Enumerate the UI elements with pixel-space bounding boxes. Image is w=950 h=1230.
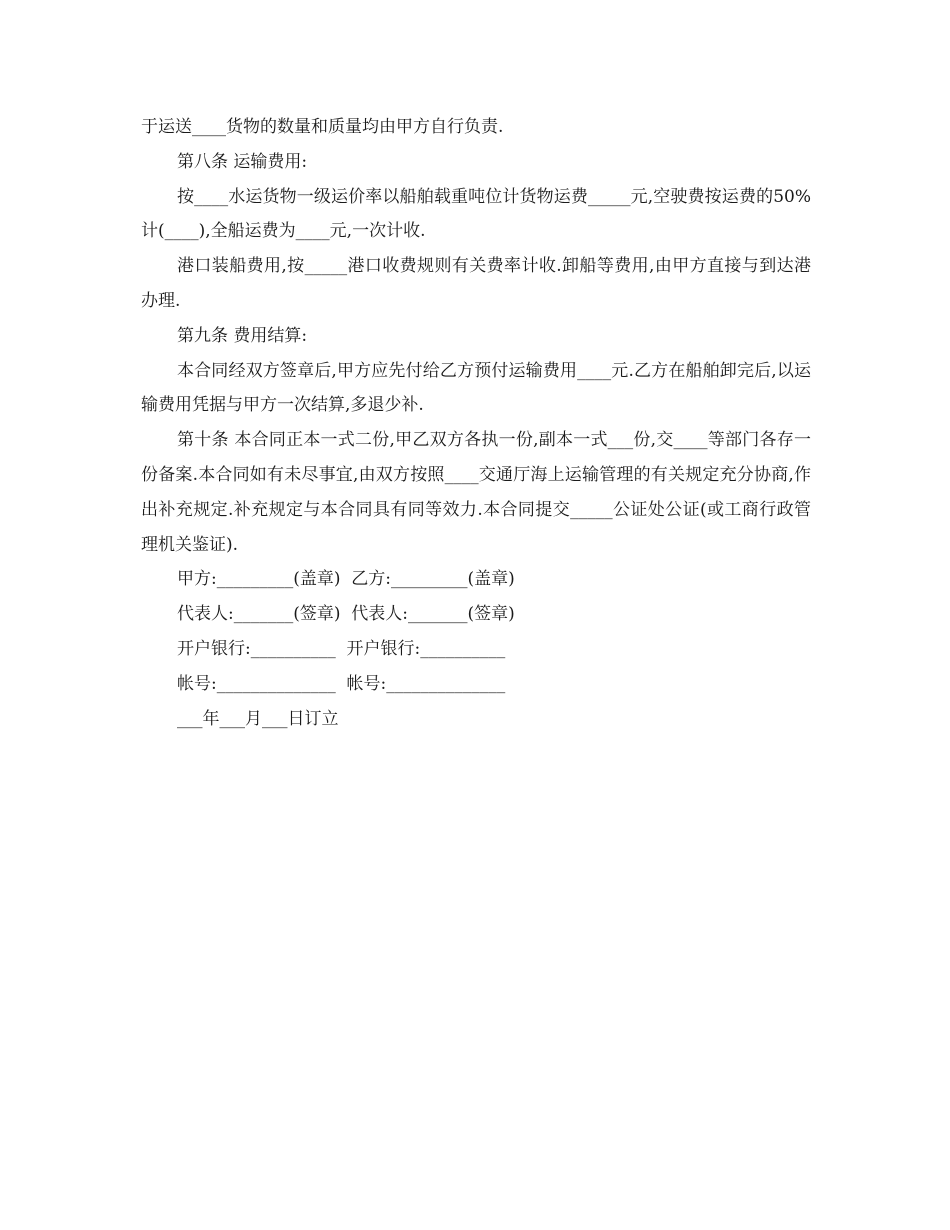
article-8-heading: 第八条 运输费用: bbox=[177, 151, 308, 172]
representative-sign-line: 代表人:_______(签章) 代表人:_______(签章) bbox=[177, 604, 515, 625]
paragraph: 按____水运货物一级运价率以船舶载重吨位计货物运费_____元,空驶费按运费的50%计(____),全船运费为____元,一次计收. bbox=[141, 186, 811, 242]
party-seal-line: 甲方:_________(盖章) 乙方:_________(盖章) bbox=[177, 569, 515, 590]
account-line: 帐号:______________ 帐号:______________ bbox=[177, 673, 506, 694]
contract-text bbox=[141, 110, 811, 736]
paragraph: 于运送____货物的数量和质量均由甲方自行负责. bbox=[141, 117, 504, 137]
paragraph: 港口装船费用,按_____港口收费规则有关费率计收.卸船等费用,由甲方直接与到达港办理. bbox=[141, 256, 811, 311]
paragraph: 本合同经双方签章后,甲方应先付给乙方预付运输费用____元.乙方在船舶卸完后,以运输费用凭据与甲方一次结算,多退少补. bbox=[141, 360, 811, 416]
date-line: ___年___月___日订立 bbox=[177, 708, 339, 729]
bank-line: 开户银行:__________ 开户银行:__________ bbox=[177, 638, 506, 659]
article-10-paragraph: 第十条 本合同正本一式二份,甲乙双方各执一份,副本一式___份,交____等部门各存一份备案.本合同如有未尽事宜,由双方按照____交通厅海上运输管理的有关规定充分协商,作出补充规定.补充规定与本合同具有同等效力.本合同提交_____公证处公证(或工商行政管理机关鉴证). bbox=[141, 430, 811, 555]
article-9-heading: 第九条 费用结算: bbox=[177, 325, 308, 346]
